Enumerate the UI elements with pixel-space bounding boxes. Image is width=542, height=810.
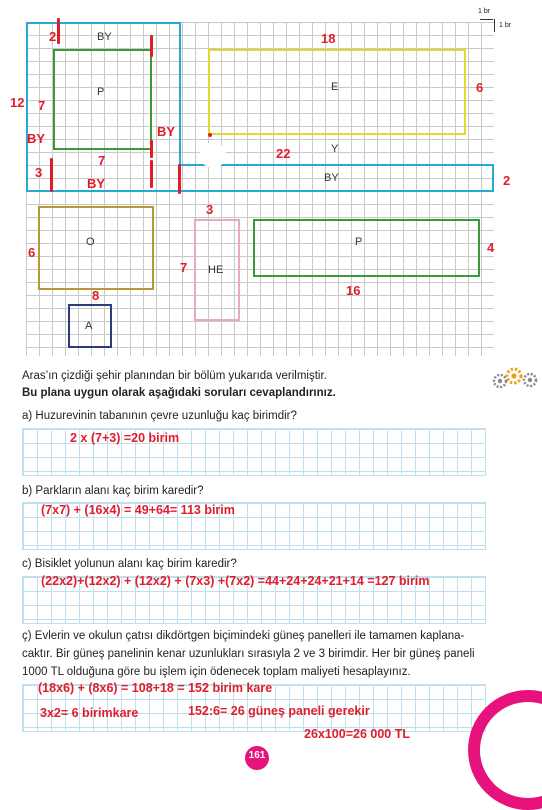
label-by-top: BY (97, 31, 112, 43)
answer-d-4: 26x100=26 000 TL (304, 727, 410, 741)
anno-8: 8 (92, 288, 100, 303)
anno-2-right: 2 (503, 173, 511, 188)
intro-line-2: Bu plana uygun olarak aşağıdaki soruları cevaplandırınız. (22, 387, 336, 399)
anno-12: 12 (10, 95, 25, 110)
red-tick (178, 164, 181, 194)
red-tick (57, 18, 60, 44)
answer-b: (7x7) + (16x4) = 49+64= 113 birim (41, 503, 235, 517)
page-number: 161 (248, 750, 266, 761)
anno-6-o: 6 (28, 245, 36, 260)
anno-7-mid: 7 (98, 153, 106, 168)
label-p-bottom: P (355, 236, 363, 248)
question-a: a) Huzurevinin tabanının çevre uzunluğu kaç birimdir? (22, 410, 297, 422)
park-top (53, 49, 152, 150)
anno-by-left: BY (27, 131, 46, 146)
answer-d-3: 152:6= 26 güneş paneli gerekir (188, 704, 370, 718)
label-e: E (331, 81, 339, 93)
scale-h-label: 1 br (478, 8, 491, 15)
question-b: b) Parkların alanı kaç birim karedir? (22, 485, 204, 497)
anno-by-right: BY (157, 124, 176, 139)
red-tick (150, 140, 153, 158)
anno-2-top: 2 (49, 29, 57, 44)
gears-icon (491, 367, 541, 391)
label-a: A (85, 320, 93, 332)
answer-d-2: 3x2= 6 birimkare (40, 706, 139, 720)
scale-indicator (478, 8, 538, 38)
label-p-top: P (97, 86, 105, 98)
red-tick (150, 35, 153, 57)
anno-18: 18 (321, 31, 336, 46)
school-rect (38, 206, 154, 290)
scale-v-label: 1 br (499, 22, 512, 29)
answer-c: (22x2)+(12x2) + (12x2) + (7x3) +(7x2) =44+24+24+21+14 =127 birim (41, 574, 430, 588)
anno-4: 4 (487, 240, 495, 255)
label-y: Y (331, 143, 339, 155)
question-d-line-3: 1000 TL olduğuna göre bu işlem için ödenecek toplam maliyeti hesaplayınız. (22, 666, 411, 678)
scale-v-bar (494, 19, 495, 32)
park-bottom (253, 219, 480, 277)
anno-6-right: 6 (476, 80, 484, 95)
intro-line-1: Aras’ın çizdiği şehir planından bir bölüm yukarıda verilmiştir. (22, 370, 327, 382)
label-he: HE (208, 264, 224, 276)
answer-a: 2 x (7+3) =20 birim (70, 431, 180, 445)
label-by-bottom: BY (324, 172, 339, 184)
anno-7-left: 7 (38, 98, 46, 113)
question-d-line-1: ç) Evlerin ve okulun çatısı dikdörtgen biçimindeki güneş panelleri ile tamamen kaplana- (22, 630, 465, 642)
anno-by-under: BY (87, 176, 106, 191)
answer-d-1: (18x6) + (8x6) = 108+18 = 152 birim kare (38, 681, 273, 695)
question-d-line-2: caktır. Bir güneş panelinin kenar uzunlukları sırasıyla 2 ve 3 birimdir. Her bir güneş paneli (22, 648, 475, 660)
question-c: c) Bisiklet yolunun alanı kaç birim karedir? (22, 558, 237, 570)
anno-7-he: 7 (180, 260, 188, 275)
red-tick (150, 160, 153, 188)
red-tick (50, 158, 53, 192)
gap-dot (200, 142, 226, 168)
anno-22: 22 (276, 146, 291, 161)
scale-h-bar (480, 19, 493, 20)
label-o: O (86, 236, 95, 248)
anno-16: 16 (346, 283, 361, 298)
anno-3-left: 3 (35, 165, 43, 180)
red-dot (208, 133, 212, 137)
anno-3-he: 3 (206, 202, 214, 217)
